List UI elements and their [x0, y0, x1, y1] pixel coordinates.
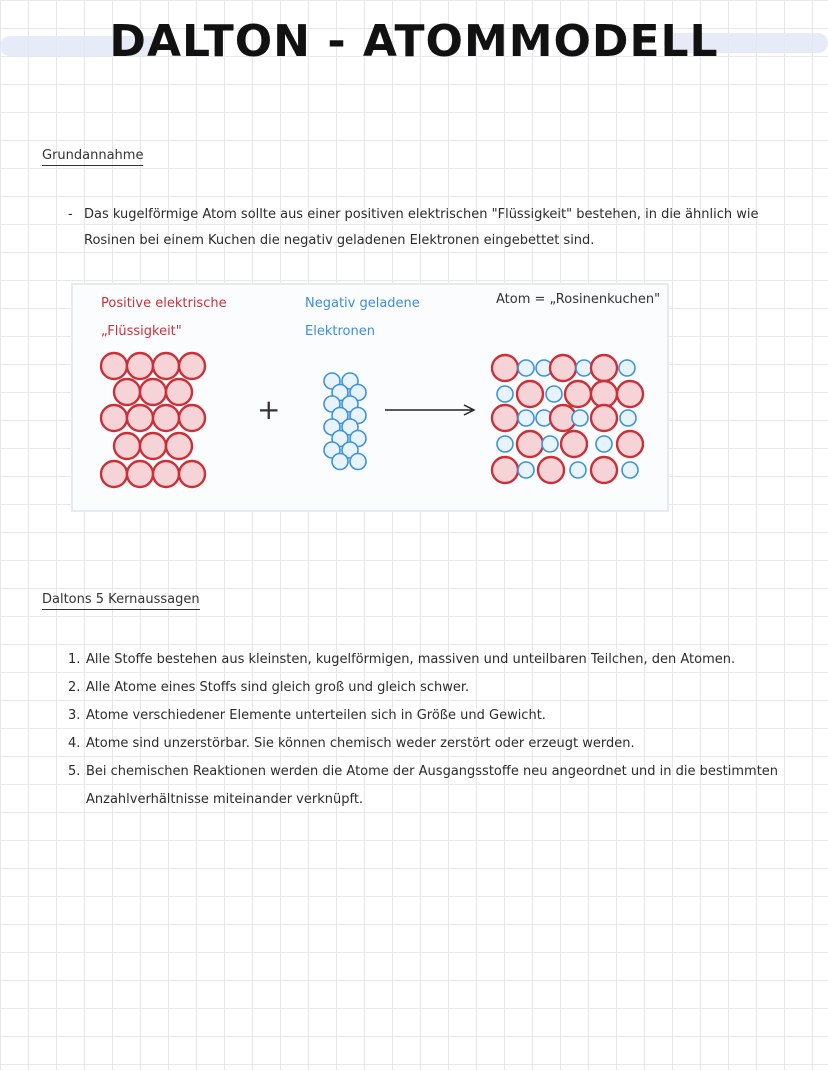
- section-heading-grundannahme: Grundannahme: [42, 148, 143, 166]
- positive-charge-circle: [617, 431, 643, 457]
- positive-charge-circle: [101, 405, 127, 431]
- list-item-text: Bei chemischen Reaktionen werden die Atome der Ausgangsstoffe neu angeordnet und in die bestimmten Anzahlverhältnisse miteinander verknüpft.: [86, 764, 779, 807]
- positive-charge-circle: [166, 433, 192, 459]
- positive-charge-circle: [153, 461, 179, 487]
- positive-charge-circle: [153, 405, 179, 431]
- list-item: [68, 758, 798, 814]
- positive-charge-circle: [127, 405, 153, 431]
- electron-circle: [572, 410, 588, 426]
- list-item-text: Atome sind unzerstörbar. Sie können chemisch weder zerstört oder erzeugt werden.: [86, 736, 635, 751]
- electron-circle: [350, 454, 366, 470]
- positive-charge-circle: [179, 353, 205, 379]
- positive-charge-circle: [591, 381, 617, 407]
- positive-charge-circle: [591, 355, 617, 381]
- positive-charge-circle: [591, 457, 617, 483]
- electron-circle: [620, 410, 636, 426]
- list-item: [68, 702, 798, 730]
- positive-charge-circle: [140, 433, 166, 459]
- list-item-number: 1.: [68, 652, 81, 667]
- positive-charge-circle: [114, 433, 140, 459]
- bullet-dash: -: [68, 207, 73, 222]
- label-atom-raisin-cake: Atom = „Rosinenkuchen": [496, 292, 661, 307]
- list-item-text: Atome verschiedener Elemente unterteilen sich in Größe und Gewicht.: [86, 708, 546, 723]
- plus-sign: +: [257, 393, 281, 426]
- kernaussagen-list: [68, 646, 798, 814]
- electron-circle: [332, 454, 348, 470]
- electron-circle: [518, 360, 534, 376]
- electron-circle: [497, 436, 513, 452]
- positive-charge-circle: [101, 353, 127, 379]
- positive-charge-circle: [153, 353, 179, 379]
- electron-circle: [497, 386, 513, 402]
- positive-charge-circle: [179, 405, 205, 431]
- positive-charge-circle: [127, 353, 153, 379]
- positive-charge-circle: [591, 405, 617, 431]
- positive-charge-circle: [550, 355, 576, 381]
- list-item-number: 2.: [68, 680, 81, 695]
- positive-charge-circle: [492, 355, 518, 381]
- electron-circle: [518, 410, 534, 426]
- positive-charge-circle: [179, 461, 205, 487]
- positive-charge-circle: [561, 431, 587, 457]
- list-item: [68, 646, 798, 674]
- positive-charge-circle: [101, 461, 127, 487]
- positive-charge-circle: [538, 457, 564, 483]
- label-positive-line-2: „Flüssigkeit": [101, 324, 182, 339]
- list-item-text: Alle Atome eines Stoffs sind gleich groß und gleich schwer.: [86, 680, 470, 695]
- positive-charge-circle: [492, 405, 518, 431]
- label-negative-line-2: Elektronen: [305, 324, 375, 339]
- electron-circle: [546, 386, 562, 402]
- positive-charge-circle: [127, 461, 153, 487]
- section-heading-kernaussagen: Daltons 5 Kernaussagen: [42, 592, 200, 610]
- positive-charge-circle: [617, 381, 643, 407]
- positive-charge-circle: [517, 431, 543, 457]
- electron-circle: [622, 462, 638, 478]
- list-item: [68, 730, 798, 758]
- electron-circle: [576, 360, 592, 376]
- list-item-number: 5.: [68, 764, 81, 779]
- electron-circle: [518, 462, 534, 478]
- electron-circle: [570, 462, 586, 478]
- list-item: [68, 674, 798, 702]
- electron-circle: [619, 360, 635, 376]
- assumption-line-2: Rosinen bei einem Kuchen die negativ geladenen Elektronen eingebettet sind.: [84, 233, 595, 248]
- label-negative-line-1: Negativ geladene: [305, 296, 420, 311]
- label-positive-line-1: Positive elektrische: [101, 296, 227, 311]
- list-item-number: 4.: [68, 736, 81, 751]
- list-item-text: Alle Stoffe bestehen aus kleinsten, kugelförmigen, massiven und unteilbaren Teilchen, den Atomen.: [86, 652, 736, 667]
- assumption-line-1: Das kugelförmige Atom sollte aus einer positiven elektrischen "Flüssigkeit" bestehen, in die ähnlich wie: [84, 207, 759, 222]
- page-title: DALTON - ATOMMODELL: [109, 16, 719, 67]
- positive-charge-circle: [517, 381, 543, 407]
- positive-charge-circle: [492, 457, 518, 483]
- positive-charge-circle: [114, 379, 140, 405]
- list-item-number: 3.: [68, 708, 81, 723]
- positive-charge-circle: [565, 381, 591, 407]
- electron-circle: [596, 436, 612, 452]
- positive-charge-circle: [166, 379, 192, 405]
- positive-charge-circle: [140, 379, 166, 405]
- electron-circle: [542, 436, 558, 452]
